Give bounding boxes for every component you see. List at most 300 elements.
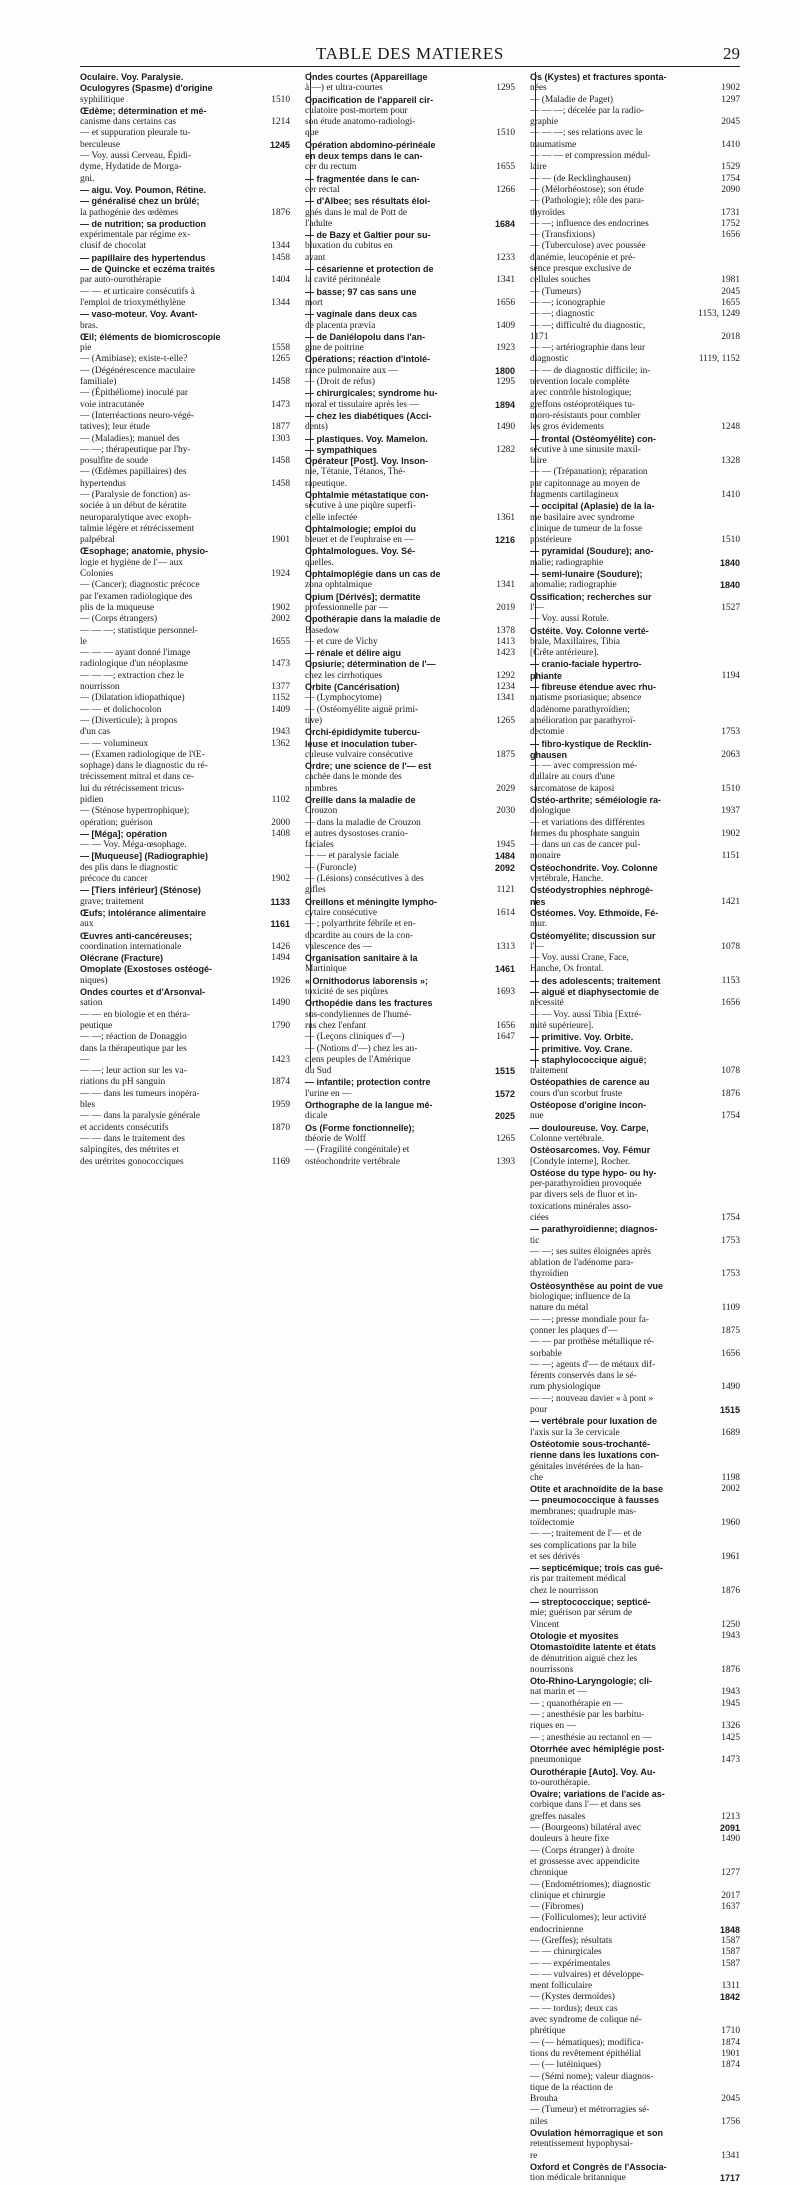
index-entry (530, 1733, 740, 1744)
index-entry (530, 1767, 740, 1778)
index-entry (305, 671, 515, 682)
index-entry-text: bluxation du cubitus en (305, 241, 393, 252)
index-entry-page: 1587 (721, 1958, 740, 1969)
index-entry-text: Colonne vertébrale. (530, 1133, 604, 1144)
index-entry-page: 1655 (271, 636, 290, 647)
index-entry (305, 264, 515, 275)
index-entry (80, 264, 290, 275)
index-entry-page: 1693 (496, 987, 515, 998)
index-entry-page: 1490 (721, 1834, 740, 1845)
index-entry-text: — (80, 1054, 90, 1065)
index-entry-text: — plastiques. Voy. Mamelon. (305, 433, 428, 444)
index-entry-page: 1490 (496, 422, 515, 433)
index-entry-text: — vertébrale pour luxation de (530, 1416, 658, 1427)
index-entry-page: 1790 (271, 1020, 290, 1031)
index-entry-text: Oculaire. Voy. Paralysie. (80, 72, 184, 82)
index-entry (80, 321, 290, 332)
index-entry (305, 321, 515, 332)
index-entry (530, 1812, 740, 1823)
index-entry-text: palpébral (80, 535, 115, 546)
index-entry (530, 795, 740, 806)
index-entry-text: — parathyroïdienne; diagnos- (530, 1224, 658, 1235)
index-entry (80, 287, 290, 298)
index-entry-text: — de Daniélopolu dans l'an- (305, 331, 426, 342)
index-entry-page: 1266 (496, 184, 515, 195)
index-entry (530, 1371, 740, 1382)
index-entry-text: Opothérapie dans la maladie de (305, 614, 441, 625)
index-entry-text: Orthopédie dans les fractures (305, 998, 433, 1009)
index-entry (80, 671, 290, 682)
index-entry (530, 332, 740, 343)
index-entry-page: 1587 (721, 1947, 740, 1958)
index-entry (530, 2117, 740, 2128)
index-entry-text: tatives); leur étude (80, 422, 150, 433)
index-entry-page: 1313 (496, 941, 515, 952)
index-entry (305, 750, 515, 761)
index-entry-text: Ostéotomie sous-trochanté- (530, 1438, 651, 1449)
index-entry-page: 2017 (721, 1890, 740, 1901)
index-entry (305, 885, 515, 896)
header-rule (80, 66, 740, 67)
index-entry (305, 942, 515, 953)
index-entry-page: 1937 (721, 806, 740, 817)
index-entry-text: — (— hématiques); modifica- (530, 2037, 644, 2048)
index-entry-text: Ondes courtes et d'Arsonval- (80, 987, 206, 998)
index-entry-text: canisme dans certains cas (80, 117, 177, 128)
index-entry-page: 1874 (721, 2037, 740, 2048)
index-entry-page: 1961 (721, 1551, 740, 1562)
index-entry-text: — — et dolichocolon (80, 704, 162, 715)
index-entry (530, 2173, 740, 2184)
index-entry (530, 1891, 740, 1902)
index-entry (530, 2026, 740, 2037)
index-entry (305, 400, 515, 411)
index-entry (80, 739, 290, 750)
index-entry-text: moral et tissulaire après les — (305, 399, 419, 410)
index-entry (305, 908, 515, 919)
index-entry (80, 275, 290, 286)
index-entry-page: 1637 (721, 1902, 740, 1913)
index-entry-text: — césarienne et protection de (305, 264, 434, 275)
index-entry (305, 434, 515, 445)
index-entry-page: 1901 (721, 2048, 740, 2059)
index-entry (305, 445, 515, 456)
index-entry-text: chez les cirrhotiques (305, 670, 383, 681)
index-entry-text: — Voy. aussi Rotule. (530, 614, 609, 625)
index-entry-text: phiante (530, 670, 563, 681)
index-entry-text: plis de la muqueuse (80, 602, 155, 613)
index-entry (305, 467, 515, 478)
index-entry (305, 1123, 515, 1134)
index-entry-text: Ovaire; variations de l'acide as- (530, 1789, 665, 1800)
index-entry-text: des urétrites gonococciques (80, 1156, 184, 1167)
index-entry (530, 524, 740, 535)
index-entry (305, 1089, 515, 1100)
index-entry-page: 1282 (496, 444, 515, 455)
index-entry-text: — — —; décelée par la radio- (530, 105, 645, 116)
index-entry-text: rienne dans les luxations con- (530, 1450, 660, 1461)
index-entry-text: dullaire au cours d'une (530, 772, 615, 783)
index-entry-text: précoce du cancer (80, 874, 148, 885)
index-column-3 (530, 72, 740, 2184)
index-entry-page: 1198 (721, 1472, 740, 1483)
index-entry (305, 1077, 515, 1088)
index-entry-text: — — dans le traitement des (80, 1133, 185, 1144)
index-entry-text: d'un cas (80, 727, 111, 738)
index-entry-text: l'— (530, 941, 544, 952)
index-entry-page: 1848 (719, 1924, 740, 1935)
index-entry (80, 388, 290, 399)
index-entry-page: 1213 (721, 1811, 740, 1822)
index-entry (80, 174, 290, 185)
index-entry-text: Œufs; intolérance alimentaire (80, 907, 207, 918)
index-entry (530, 411, 740, 422)
index-entry-page: 1409 (271, 704, 290, 715)
index-entry-text: — — (Trépanation); réparation (530, 467, 648, 478)
index-entry-page: 1754 (721, 1111, 740, 1122)
index-entry-page: 1121 (496, 885, 515, 896)
index-entry-text: Omoplate (Exostoses ostéogé- (80, 964, 213, 975)
index-entry (305, 1111, 515, 1122)
index-entry (80, 964, 290, 975)
index-entry (80, 411, 290, 422)
index-entry (530, 1834, 740, 1845)
index-entry-text: — — — ayant donné l'image (80, 648, 191, 659)
index-entry-text: — —; presse mondiale pour fa- (530, 1314, 649, 1325)
index-entry-text: niques) (80, 975, 108, 986)
index-entry (80, 558, 290, 569)
index-entry-text: zona ophtalmique (305, 580, 372, 591)
index-entry-page: 1515 (494, 1066, 515, 1077)
index-entry-text: Opération abdomino-périnéale (305, 139, 436, 150)
index-entry-text: nes (530, 896, 546, 907)
index-entry-text: — ; quanothérapie en — (530, 1698, 623, 1709)
index-entry-page: 1133 (270, 896, 290, 907)
index-entry-page: 1840 (719, 580, 740, 591)
index-entry (305, 117, 515, 128)
index-entry (305, 648, 515, 659)
index-entry-page: 1874 (271, 1077, 290, 1088)
index-entry-text: — (Dégénérescence maculaire (80, 365, 196, 376)
index-entry (530, 987, 740, 998)
index-entry (305, 411, 515, 422)
index-entry-text: — (Interréactions neuro-végé- (80, 410, 195, 421)
index-entry-text: — —; diagnostic (530, 309, 595, 320)
index-entry-text: — —; leur action sur les va- (80, 1066, 187, 1077)
index-entry (530, 1258, 740, 1269)
index-entry (530, 1462, 740, 1473)
index-entry-page: 1341 (496, 275, 515, 286)
index-entry-text: dectomie (530, 727, 565, 738)
index-entry-page: 1423 (496, 648, 515, 659)
index-entry-text: gni. (80, 173, 95, 184)
index-entry-text: logie et hygiène de l'— aux (80, 557, 183, 568)
index-entry-text: l'adulte (305, 218, 333, 229)
index-entry (305, 535, 515, 546)
index-entry-page: 1425 (721, 1732, 740, 1743)
index-entry-page: 1656 (496, 297, 515, 308)
index-entry (530, 1665, 740, 1676)
index-entry-text: sation (80, 998, 103, 1009)
index-entry (530, 1936, 740, 1947)
index-entry-page: 1572 (494, 1088, 515, 1099)
index-entry (80, 592, 290, 603)
index-entry (305, 727, 515, 738)
index-entry-page: 1924 (271, 569, 290, 580)
index-entry (530, 580, 740, 591)
index-entry (530, 1507, 740, 1518)
index-entry-text: moro-résistants pour combler (530, 410, 641, 421)
index-entry-text: — chez les diabétiques (Acci- (305, 410, 432, 421)
index-entry-text: mur. (530, 919, 547, 930)
index-entry (80, 976, 290, 987)
index-entry-text: toïdectomie (530, 1518, 575, 1528)
index-entry (80, 772, 290, 783)
index-entry (530, 648, 740, 659)
index-entry (80, 513, 290, 524)
index-entry (530, 1179, 740, 1190)
index-entry-text: — dans un cas de cancer pul- (530, 840, 641, 851)
index-entry-text: — — Voy. Méga-œsophage. (80, 840, 187, 851)
index-entry (530, 1089, 740, 1100)
index-entry (80, 162, 290, 173)
index-entry-page: 1510 (721, 535, 740, 546)
index-entry-text: l'— (530, 602, 544, 613)
index-entry-text: — généralisé chez un brûlé; (80, 196, 200, 207)
index-entry (305, 162, 515, 173)
index-entry-text: sarcomatose de kaposi (530, 783, 615, 794)
index-entry-text: voie intracutanée (80, 399, 145, 410)
index-entry (530, 739, 740, 750)
index-entry (305, 863, 515, 874)
index-entry-text: grave; traitement (80, 896, 144, 907)
index-entry (530, 128, 740, 139)
index-entry-text: Ourothérapie [Auto]. Voy. Au- (530, 1766, 656, 1777)
index-entry-page: 1981 (721, 275, 740, 286)
index-entry-page: 1943 (271, 727, 290, 738)
index-entry (80, 580, 290, 591)
index-entry-page: 1408 (271, 828, 290, 839)
index-entry (530, 2083, 740, 2094)
index-entry (530, 1077, 740, 1088)
index-entry-text: corbique dans l'— et dans ses (530, 1800, 641, 1811)
index-entry-page: 1960 (721, 1518, 740, 1528)
index-entry-text: — (Droit de refus) (305, 377, 376, 388)
index-entry (530, 162, 740, 173)
index-entry-text: ostéochondrite vertébrale (305, 1156, 401, 1167)
index-entry-page: 1901 (271, 535, 290, 546)
index-entry-text: avec syndrome de colique né- (530, 2015, 642, 2026)
index-entry-text: Os (Kystes) et fractures sponta- (530, 72, 667, 82)
index-entry (80, 83, 290, 94)
index-entry-page: 1756 (721, 2116, 740, 2127)
index-entry-page: 1265 (271, 354, 290, 365)
index-entry-text: to-ourothérapie. (530, 1777, 591, 1788)
index-entry (80, 354, 290, 365)
index-entry-text: — (Examen radiologique de l'Œ- (80, 749, 205, 760)
index-entry (80, 885, 290, 896)
index-entry-page: 1876 (721, 1088, 740, 1099)
index-entry (530, 1382, 740, 1393)
index-entry-page: 1647 (496, 1032, 515, 1043)
index-entry-page: 2063 (721, 749, 740, 760)
index-entry-text: — (Corps étrangers) (80, 614, 158, 625)
index-entry-text: nées (530, 83, 547, 94)
index-entry (305, 151, 515, 162)
index-entry-text: Ovulation hémorragique et son (530, 2128, 664, 2139)
index-entry-text: douleurs à heure fixe (530, 1834, 609, 1845)
index-entry-text: — (Mélorhéostose); son étude (530, 184, 644, 195)
index-entry-page: 1393 (496, 1156, 515, 1167)
index-entry-text: — et variations des différentes (530, 817, 645, 828)
index-entry-page: 1875 (721, 1325, 740, 1336)
index-entry (305, 546, 515, 557)
index-entry-text: — — tordus); deux cas (530, 2003, 618, 2014)
index-entry (530, 321, 740, 332)
index-entry-text: membranes; quadruple mas- (530, 1506, 637, 1517)
index-entry (80, 117, 290, 128)
index-entry-text: — (Sténose hypertrophique); (80, 806, 190, 817)
index-entry-text: — — expérimentales (530, 1958, 611, 1969)
index-entry-page: 1341 (496, 693, 515, 704)
index-entry-text: aux (80, 919, 94, 930)
index-entry (530, 456, 740, 467)
index-entry-page: 1295 (496, 377, 515, 388)
index-entry (530, 400, 740, 411)
index-entry (305, 174, 515, 185)
index-entry-page: 1945 (721, 1698, 740, 1709)
index-entry (530, 1642, 740, 1653)
index-entry (305, 976, 515, 987)
index-entry (305, 716, 515, 727)
index-entry (80, 716, 290, 727)
index-entry (80, 1055, 290, 1066)
index-entry (80, 140, 290, 151)
index-entry-page: 1510 (721, 783, 740, 794)
index-entry-text: que (305, 128, 319, 139)
index-entry (305, 829, 515, 840)
index-entry (305, 366, 515, 377)
index-entry-page: 1943 (721, 1630, 740, 1641)
index-entry-page: 1362 (271, 738, 290, 749)
index-entry-text: Ophtalmologie; emploi du (305, 523, 416, 534)
index-entry-text: dyme, Hydatide de Morga- (80, 162, 182, 173)
index-entry-text: cellules souches (530, 275, 591, 286)
index-entry-text: nie, Tétanie, Tétanos, Thé- (305, 467, 406, 478)
index-columns (80, 72, 740, 2184)
index-entry (80, 241, 290, 252)
index-entry (530, 1416, 740, 1427)
index-entry-text: — rénale et délire aigu (305, 648, 402, 659)
index-entry-page: 1510 (496, 128, 515, 139)
index-entry-page: 1490 (721, 1382, 740, 1393)
index-entry-text: clinique et chirurgie (530, 1890, 606, 1901)
index-entry-text: Hanche, Os frontal. (530, 964, 604, 975)
index-entry (305, 298, 515, 309)
index-entry-text: — infantile; protection contre (305, 1077, 431, 1088)
index-entry (305, 569, 515, 580)
index-entry-page: 1902 (721, 828, 740, 839)
index-entry-text: cer du rectum (305, 162, 357, 173)
index-entry-page: 1484 (494, 851, 515, 862)
index-entry (305, 1055, 515, 1066)
index-entry (305, 897, 515, 908)
index-entry-text: — (Diverticule); à propos (80, 715, 178, 726)
index-entry-text: tions du revêtement épithélial (530, 2048, 642, 2059)
index-entry (530, 1055, 740, 1066)
index-entry-text: gine de poitrine (305, 343, 364, 354)
index-entry-page: 1194 (721, 670, 740, 681)
index-entry (530, 592, 740, 603)
index-entry (80, 501, 290, 512)
index-entry-text: Opérateur [Post]. Voy. Inson- (305, 456, 429, 467)
index-entry (305, 1145, 515, 1156)
index-entry-page: 1413 (496, 636, 515, 647)
index-entry-text: quelles. (305, 557, 334, 568)
index-entry (530, 897, 740, 908)
index-entry-text: Ostéomyélite; discussion sur (530, 930, 656, 941)
index-entry-text: l'axis sur la 3e cervicale (530, 1427, 620, 1438)
index-entry-text: — ; anesthésie au rectanol en — (530, 1732, 652, 1743)
index-entry (80, 1066, 290, 1077)
index-entry-text: nat marin et — (530, 1687, 587, 1698)
index-entry (530, 1066, 740, 1077)
index-entry-text: et ses dérivés (530, 1551, 580, 1562)
index-entry-page: 1248 (721, 422, 740, 433)
index-entry (530, 1654, 740, 1665)
index-entry-text: Oxford et Congrès de l'Associa- (530, 2161, 667, 2172)
index-entry-text: niles (530, 2116, 548, 2127)
index-entry-page: 2045 (721, 2094, 740, 2105)
index-entry (80, 128, 290, 139)
index-entry (530, 445, 740, 456)
index-entry (530, 83, 740, 94)
index-entry-page: 1752 (721, 218, 740, 229)
index-entry-page: 1717 (719, 2173, 740, 2184)
index-entry-page: 1410 (721, 139, 740, 150)
index-entry-text: — et suppuration pleurale tu- (80, 128, 191, 139)
index-entry-page: 1923 (496, 343, 515, 354)
index-entry-text: re (530, 2150, 538, 2161)
index-entry (530, 2094, 740, 2105)
index-entry-text: — —; iconographie (530, 297, 605, 308)
index-entry-page: 1109 (721, 1303, 740, 1314)
index-entry (530, 976, 740, 987)
index-entry-page: 1877 (271, 422, 290, 433)
index-entry (80, 761, 290, 772)
index-entry (530, 354, 740, 365)
index-entry-text: — — (de Recklinghausen) (530, 173, 631, 184)
index-entry-text: de dénutrition aiguë chez les (530, 1653, 638, 1664)
index-entry (530, 1111, 740, 1122)
index-entry (80, 693, 290, 704)
index-entry (530, 1778, 740, 1789)
index-entry (305, 1021, 515, 1032)
index-entry (80, 546, 290, 557)
index-entry-text: clinique de tumeur de la fosse (530, 523, 643, 534)
index-entry (530, 1326, 740, 1337)
index-entry-text: ses complications par la bile (530, 1540, 637, 1551)
index-entry (530, 908, 740, 919)
index-entry-text: thyroïdes (530, 207, 565, 218)
index-entry (305, 196, 515, 207)
index-entry-text: dans la thérapeutique par les (80, 1043, 187, 1054)
index-entry-text: Oreillons et méningite lympho- (305, 896, 438, 907)
index-entry-text: Œdème; détermination et mé- (80, 105, 207, 116)
index-entry-text: familiale) (80, 377, 117, 388)
index-entry-text: — (Corps étranger) à droite (530, 1845, 635, 1856)
index-entry-text: — sympathiques (305, 444, 378, 455)
